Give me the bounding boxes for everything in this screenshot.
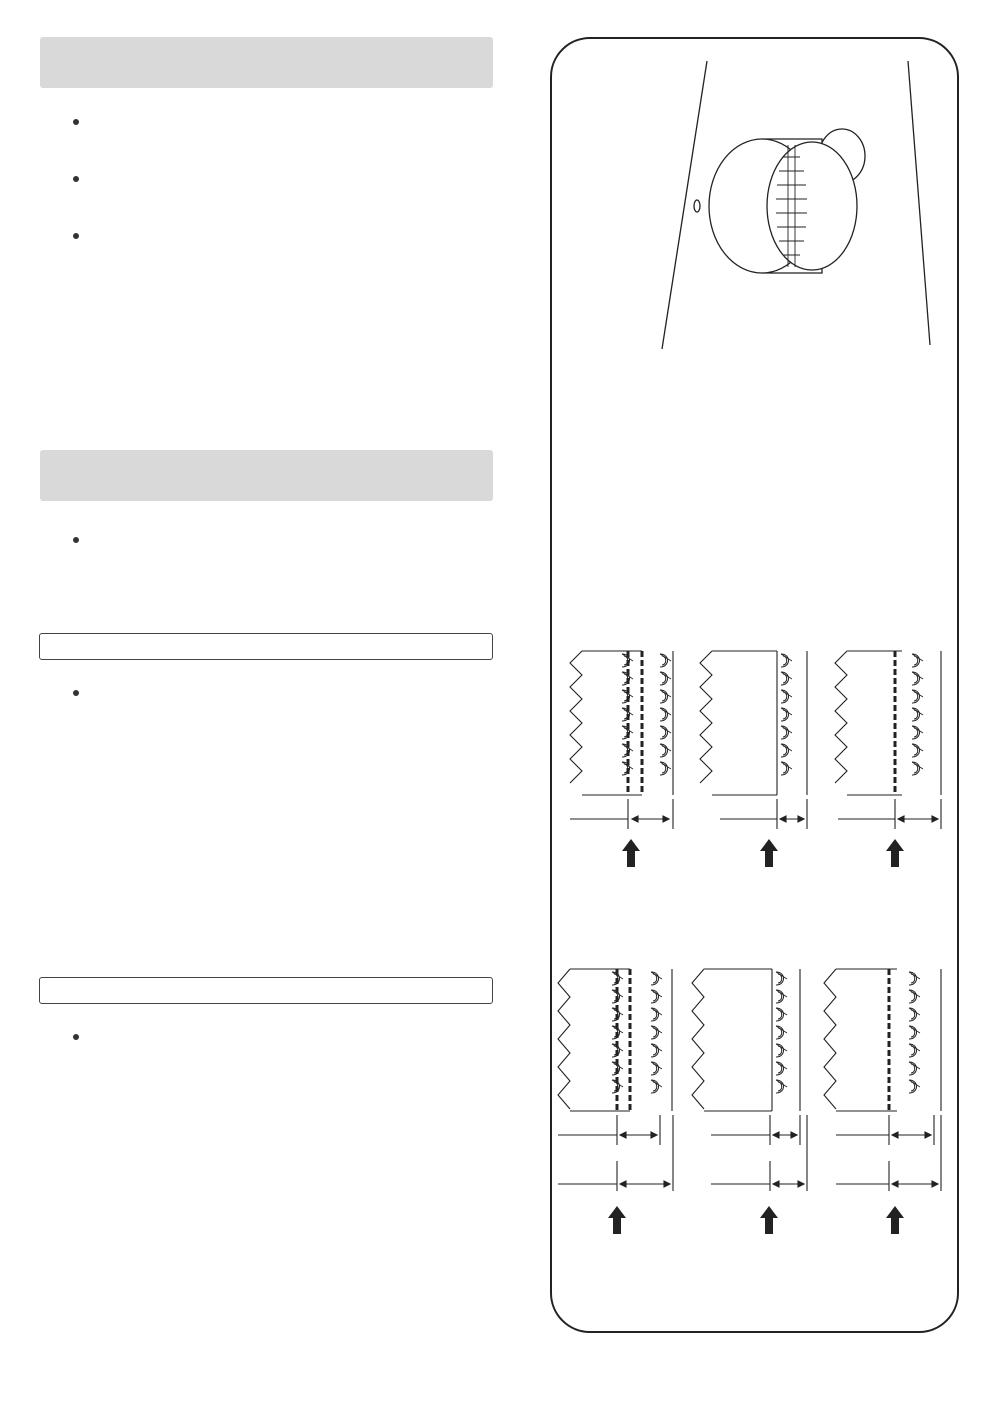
- feed-direction-arrow-icon: [760, 839, 778, 867]
- feed-direction-arrow-icon: [608, 1206, 626, 1234]
- differential-feed-dial-icon: [662, 61, 930, 349]
- feed-direction-arrow-icon: [760, 1206, 778, 1234]
- subsection-b-header: [39, 977, 493, 1004]
- feed-direction-arrow-icon: [622, 839, 640, 867]
- section-1-bullet-2: [73, 176, 79, 182]
- stitch-diagram-3-thread-wide-stretched: [824, 969, 941, 1191]
- stitch-diagram-4-thread: [570, 651, 673, 829]
- stitch-diagram-4-thread-stretched: [558, 969, 673, 1191]
- stitch-diagram-3-thread-narrow: [700, 651, 807, 829]
- section-2-header: [40, 450, 493, 501]
- subsection-b-bullet-1: [73, 1034, 79, 1040]
- subsection-a-header: [39, 633, 493, 660]
- stitch-diagram-3-thread-narrow-stretched: [692, 969, 807, 1191]
- section-1-bullet-3: [73, 233, 79, 239]
- illustration-panel: [550, 37, 959, 1333]
- subsection-a-bullet-1: [73, 690, 79, 696]
- feed-direction-arrow-icon: [886, 839, 904, 867]
- section-1-header: [40, 37, 493, 88]
- feed-direction-arrow-icon: [886, 1206, 904, 1234]
- section-2-bullet-1: [73, 537, 79, 543]
- section-1-bullet-1: [73, 119, 79, 125]
- stitch-diagram-3-thread-wide: [835, 651, 941, 829]
